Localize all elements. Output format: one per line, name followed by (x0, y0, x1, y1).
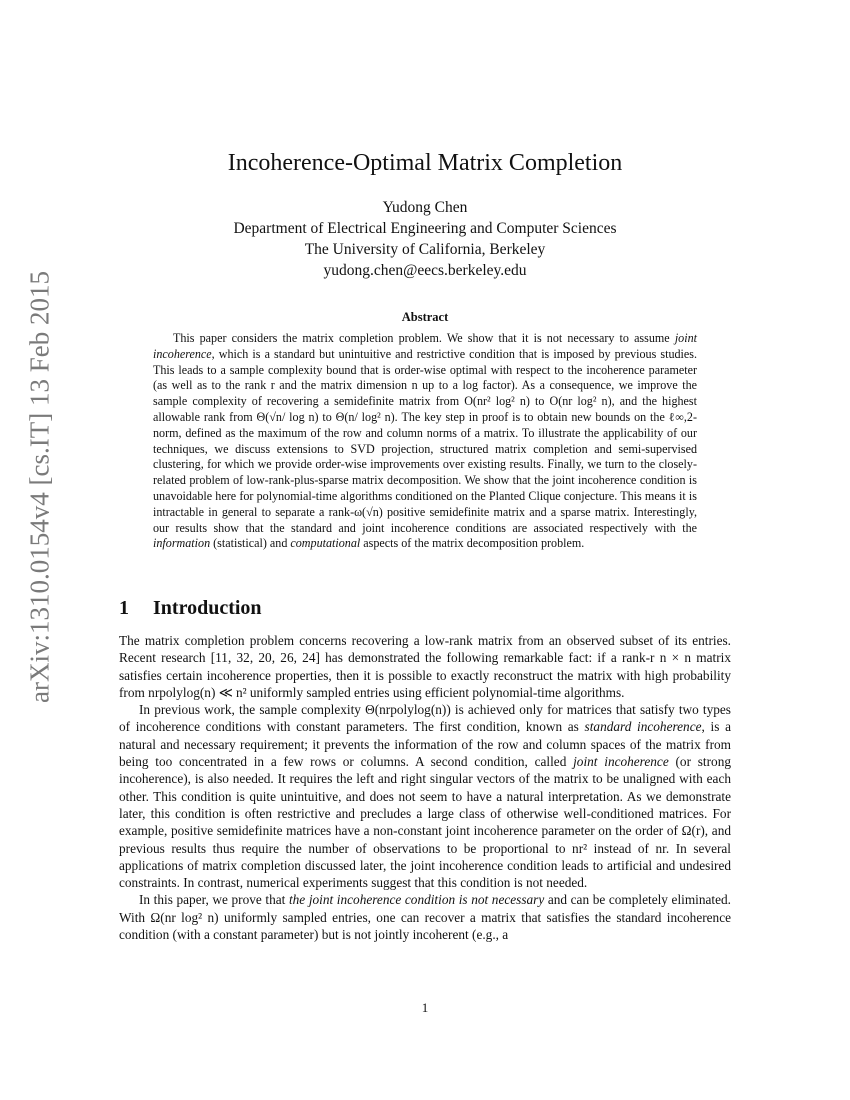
abstract-body (153, 331, 697, 552)
section-heading (119, 597, 262, 620)
section-number: 1 (119, 597, 129, 619)
author-email: yudong.chen@eecs.berkeley.edu (323, 262, 527, 279)
arxiv-sidebar (20, 271, 60, 703)
author-university: The University of California, Berkeley (304, 241, 546, 258)
intro-paragraph-3: In this paper, we prove that the joint incoherence condition is not necessary and can be completely eliminated. With Ω(nr log² n) uniformly sampled entries, one can recover a matrix that satisfies the standard incoherence condition (with a constant parameter) but is not jointly incoherent (e.g., a (119, 892, 731, 943)
introduction-body (119, 632, 731, 943)
paper-title: Incoherence-Optimal Matrix Completion (227, 150, 623, 176)
author-department: Department of Electrical Engineering and Computer Sciences (233, 220, 617, 237)
author-name: Yudong Chen (382, 199, 468, 216)
abstract-paragraph: This paper considers the matrix completion problem. We show that it is not necessary to assume joint incoherence, which is a standard but unintuitive and restrictive condition that is imposed by previous studies. This leads to a sample complexity bound that is order-wise optimal with respect to the incoherence parameter (as well as to the rank r and the matrix dimension n up to a log factor). As a consequence, we improve the sample complexity of recovering a semidefinite matrix from O(nr² log² n) to O(nr log² n), and the highest allowable rank from Θ(√n/ log n) to Θ(n/ log² n). The key step in proof is to obtain new bounds on the ℓ∞,2-norm, defined as the maximum of the row and column norms of a matrix. To illustrate the applicability of our techniques, we discuss extensions to SVD projection, structured matrix completion and semi-supervised clustering, for which we provide order-wise improvements over existing results. Finally, we turn to the closely-related problem of low-rank-plus-sparse matrix decomposition. We show that the joint incoherence condition is unavoidable here for polynomial-time algorithms conditioned on the Planted Clique conjecture. This means it is intractable in general to separate a rank-ω(√n) positive semidefinite matrix and a sparse matrix. Interestingly, our results show that the standard and joint incoherence conditions are associated respectively with the information (statistical) and computational aspects of the matrix decomposition problem. (153, 331, 697, 551)
intro-paragraph-1: The matrix completion problem concerns recovering a low-rank matrix from an observed subset of its entries. Recent research [11, 32, 20, 26, 24] has demonstrated the following remarkable fact: if a rank-r n × n matrix satisfies certain incoherence properties, then it is possible to exactly reconstruct the matrix with high probability from nrpolylog(n) ≪ n² uniformly sampled entries using efficient polynomial-time algorithms. (119, 633, 731, 700)
section-title: Introduction (153, 597, 262, 619)
abstract-heading: Abstract (401, 310, 449, 324)
intro-paragraph-2: In previous work, the sample complexity Θ(nrpolylog(n)) is achieved only for matrices that satisfy two types of incoherence conditions with constant parameters. The first condition, known as standard incoherence, is a natural and necessary requirement; it prevents the information of the row and column spaces of the matrix from being too concentrated in a few rows or columns. A second condition, called joint incoherence (or strong incoherence), is also needed. It requires the left and right singular vectors of the matrix to be unaligned with each other. This condition is quite unintuitive, and does not seem to have a natural interpretation. As we demonstrate later, this condition is often restrictive and precludes a large class of otherwise well-conditioned matrices. For example, positive semidefinite matrices have a non-constant joint incoherence parameter on the order of Ω(r), and previous results thus require the number of observations to be proportional to nr² instead of nr. In several applications of matrix completion discussed later, the joint incoherence condition leads to artificial and undesired constraints. In contrast, numerical experiments suggest that this condition is not needed. (119, 702, 731, 891)
author-block (0, 197, 850, 281)
arxiv-identifier: arXiv:1310.0154v4 [cs.IT] 13 Feb 2015 (24, 271, 55, 703)
page-number: 1 (421, 1000, 429, 1015)
